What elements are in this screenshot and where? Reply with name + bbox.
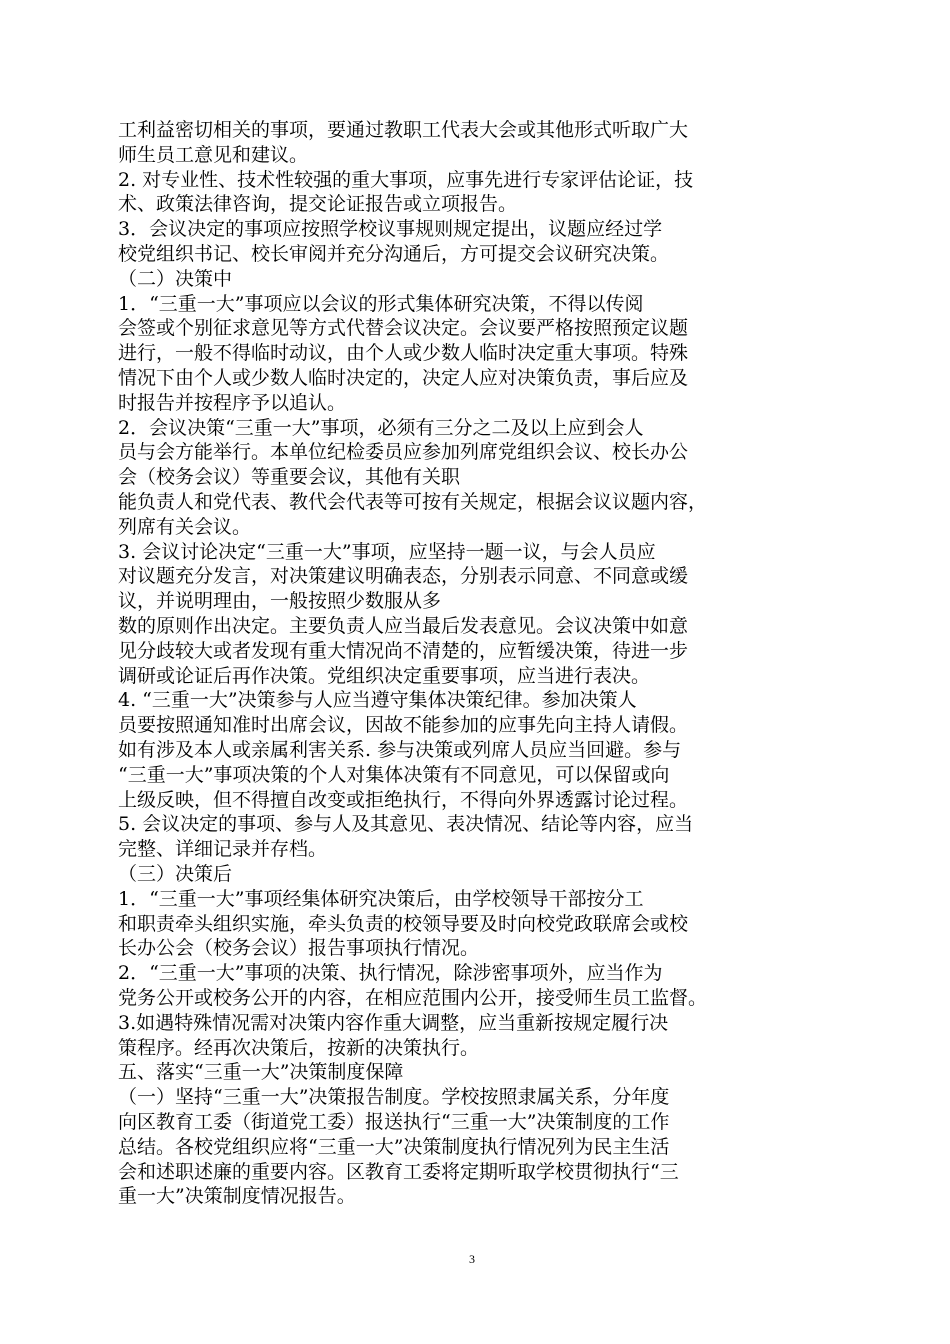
text-line: 进行，一般不得临时动议，由个人或少数人临时决定重大事项。特殊 xyxy=(118,342,689,365)
text-line: 术、政策法律咨询，提交论证报告或立项报告。 xyxy=(118,193,518,216)
text-line: 策程序。经再次决策后，按新的决策执行。 xyxy=(118,1036,480,1059)
text-line: 如有涉及本人或亲属利害关系. 参与决策或列席人员应当回避。参与 xyxy=(118,739,682,761)
text-line: 1．“三重一大”事项应以会议的形式集体研究决策，不得以传阅 xyxy=(118,292,644,315)
text-line: （一）坚持“三重一大”决策报告制度。学校按照隶属关系，分年度 xyxy=(118,1086,670,1109)
text-line: 议，并说明理由，一般按照少数服从多 xyxy=(118,590,442,613)
text-line: 对议题充分发言，对决策建议明确表态，分别表示同意、不同意或缓 xyxy=(118,565,689,588)
text-line: 完整、详细记录并存档。 xyxy=(118,838,328,861)
text-line: 员与会方能举行。本单位纪检委员应参加列席党组织会议、校长办公 xyxy=(118,441,689,464)
text-line: 调研或论证后再作决策。党组织决定重要事项，应当进行表决。 xyxy=(118,664,651,687)
page-number: 3 xyxy=(469,1252,475,1266)
text-line: 情况下由个人或少数人临时决定的，决定人应对决策负责，事后应及 xyxy=(118,367,689,389)
text-line: 1．“三重一大”事项经集体研究决策后，由学校领导干部按分工 xyxy=(118,887,644,910)
text-line: 员要按照通知准时出席会议，因故不能参加的应事先向主持人请假。 xyxy=(118,714,689,737)
text-line: 师生员工意见和建议。 xyxy=(118,143,309,166)
text-line: 3. 会议讨论决定“三重一大”事项，应坚持一题一议，与会人员应 xyxy=(118,540,656,563)
section-heading: （三）决策后 xyxy=(118,863,233,885)
text-line: 2．会议决策“三重一大”事项，必须有三分之二及以上应到会人 xyxy=(118,416,644,439)
text-line: 重一大”决策制度情况报告。 xyxy=(118,1185,356,1208)
text-line: 2. 对专业性、技术性较强的重大事项，应事先进行专家评估论证，技 xyxy=(118,168,694,191)
text-line: 会（校务会议）等重要会议，其他有关职 xyxy=(118,466,461,489)
text-line: 4. “三重一大”决策参与人应当遵守集体决策纪律。参加决策人 xyxy=(118,689,637,712)
text-line: 3.如遇特殊情况需对决策内容作重大调整，应当重新按规定履行决 xyxy=(118,1011,669,1034)
text-line: 列席有关会议。 xyxy=(118,515,252,538)
text-line: 数的原则作出决定。主要负责人应当最后发表意见。会议决策中如意 xyxy=(118,615,689,637)
text-line: 长办公会（校务会议）报告事项执行情况。 xyxy=(118,937,480,960)
text-line: 和职责牵头组织实施，牵头负责的校领导要及时向校党政联席会或校 xyxy=(118,912,689,935)
section-heading: （二）决策中 xyxy=(118,267,233,290)
text-line: 见分歧较大或者发现有重大情况尚不清楚的，应暂缓决策，待进一步 xyxy=(118,639,689,662)
text-line: 3．会议决定的事项应按照学校议事规则规定提出，议题应经过学 xyxy=(118,218,663,241)
text-line: 5. 会议决定的事项、参与人及其意见、表决情况、结论等内容，应当 xyxy=(118,813,694,836)
text-line: 上级反映，但不得擅自改变或拒绝执行，不得向外界透露讨论过程。 xyxy=(118,788,689,811)
text-line: 会和述职述廉的重要内容。区教育工委将定期听取学校贯彻执行“三 xyxy=(118,1160,679,1183)
text-line: 校党组织书记、校长审阅并充分沟通后，方可提交会议研究决策。 xyxy=(118,243,670,265)
text-line: 工利益密切相关的事项，要通过教职工代表大会或其他形式听取广大 xyxy=(118,119,689,141)
section-heading: 五、落实“三重一大”决策制度保障 xyxy=(118,1061,404,1084)
text-line: “三重一大”事项决策的个人对集体决策有不同意见，可以保留或向 xyxy=(118,763,670,786)
text-line: 能负责人和党代表、教代会代表等可按有关规定，根据会议议题内容， xyxy=(118,491,708,513)
text-line: 会签或个别征求意见等方式代替会议决定。会议要严格按照预定议题 xyxy=(118,317,689,340)
text-line: 总结。各校党组织应将“三重一大”决策制度执行情况列为民主生活 xyxy=(118,1135,670,1158)
text-line: 2．“三重一大”事项的决策、执行情况，除涉密事项外，应当作为 xyxy=(118,962,663,985)
text-line: 党务公开或校务公开的内容，在相应范围内公开，接受师生员工监督。 xyxy=(118,987,708,1009)
text-line: 向区教育工委（街道党工委）报送执行“三重一大”决策制度的工作 xyxy=(118,1111,670,1133)
text-line: 时报告并按程序予以追认。 xyxy=(118,391,347,414)
